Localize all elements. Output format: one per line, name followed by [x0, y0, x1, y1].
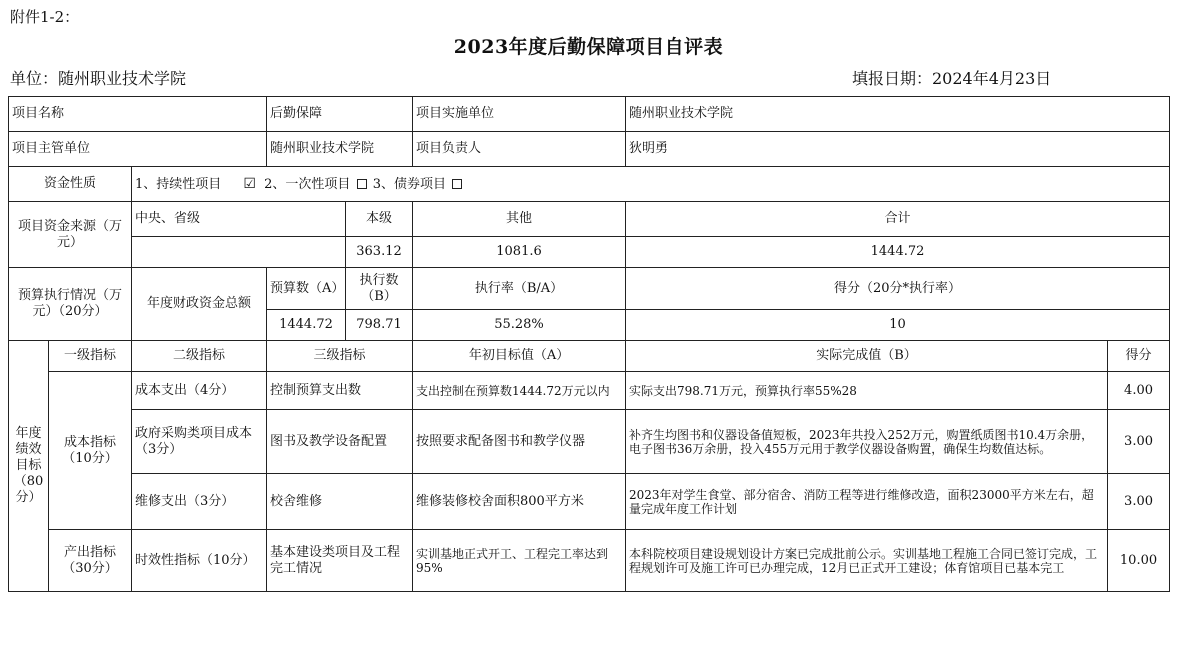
row-supervisor — [9, 132, 1170, 167]
level2-cell: 政府采购类项目成本（3分） — [132, 410, 267, 474]
leader-value: 狄明勇 — [626, 132, 1170, 167]
option-bond: 3、债券项目 — [372, 176, 446, 192]
score-cell: 3.00 — [1108, 410, 1170, 474]
budget-score-label: 得分（20分*执行率） — [626, 268, 1170, 310]
unit-label: 单位：随州职业技术学院 — [10, 69, 187, 88]
score-cell: 10.00 — [1108, 530, 1170, 592]
score-cell: 4.00 — [1108, 372, 1170, 410]
actual-cell: 实际支出798.71万元，预算执行率55%28 — [626, 372, 1108, 410]
leader-label: 项目负责人 — [413, 132, 626, 167]
target-cell: 按照要求配备图书和教学仪器 — [413, 410, 626, 474]
table-row — [9, 474, 1170, 530]
option-continuous: 1、持续性项目 — [135, 176, 222, 192]
target-cell: 维修装修校舍面积800平方米 — [413, 474, 626, 530]
checked-box-icon: ☑ — [243, 175, 256, 192]
score-cell: 3.00 — [1108, 474, 1170, 530]
impl-unit-label: 项目实施单位 — [413, 97, 626, 132]
other-value: 1081.6 — [413, 237, 626, 268]
local-value: 363.12 — [346, 237, 413, 268]
table-row — [9, 410, 1170, 474]
empty-box-icon — [452, 179, 462, 189]
level2-header: 二级指标 — [132, 341, 267, 372]
row-fund-source-values — [9, 237, 1170, 268]
actual-cell: 补齐生均图书和仪器设备值短板，2023年共投入252万元，购置纸质图书10.4万余册，电子图书36万余册，投入455万元用于教学仪器设备购置，确保生均数值达标。 — [626, 410, 1108, 474]
row-project-name — [9, 97, 1170, 132]
attachment-label: 附件1-2： — [10, 8, 80, 26]
fund-nature-label: 资金性质 — [9, 167, 132, 202]
level3-cell: 校舍维修 — [267, 474, 413, 530]
project-name-label: 项目名称 — [9, 97, 267, 132]
budget-value: 1444.72 — [267, 310, 346, 341]
rate-label: 执行率（B/A） — [413, 268, 626, 310]
budget-exec-label: 预算执行情况（万元）（20分） — [9, 268, 132, 341]
table-row — [9, 372, 1170, 410]
target-cell: 实训基地正式开工、工程完工率达到95% — [413, 530, 626, 592]
supervisor-label: 项目主管单位 — [9, 132, 267, 167]
page-title: 2023年度后勤保障项目自评表 — [453, 36, 724, 58]
fill-date: 填报日期：2024年4月23日 — [852, 69, 1052, 88]
level3-cell: 控制预算支出数 — [267, 372, 413, 410]
budget-label: 预算数（A） — [267, 268, 346, 310]
level3-cell: 基本建设类项目及工程完工情况 — [267, 530, 413, 592]
fund-nature-options — [132, 167, 1170, 202]
perf-label: 年度绩效目标（80分） — [9, 341, 49, 592]
actual-cell: 2023年对学生食堂、部分宿舍、消防工程等进行维修改造，面积23000平方米左右，超量完成年度工作计划 — [626, 474, 1108, 530]
empty-box-icon — [357, 179, 367, 189]
local-label: 本级 — [346, 202, 413, 237]
actual-header: 实际完成值（B） — [626, 341, 1108, 372]
exec-value: 798.71 — [346, 310, 413, 341]
score-header: 得分 — [1108, 341, 1170, 372]
budget-score-value: 10 — [626, 310, 1170, 341]
project-name-value: 后勤保障 — [267, 97, 413, 132]
level2-cell: 维修支出（3分） — [132, 474, 267, 530]
level2-cell: 成本支出（4分） — [132, 372, 267, 410]
central-label: 中央、省级 — [132, 202, 346, 237]
level3-cell: 图书及教学设备配置 — [267, 410, 413, 474]
level3-header: 三级指标 — [267, 341, 413, 372]
level2-cell: 时效性指标（10分） — [132, 530, 267, 592]
other-label: 其他 — [413, 202, 626, 237]
row-fund-nature — [9, 167, 1170, 202]
target-cell: 支出控制在预算数1444.72万元以内 — [413, 372, 626, 410]
supervisor-value: 随州职业技术学院 — [267, 132, 413, 167]
evaluation-table — [8, 96, 1170, 592]
row-budget-head — [9, 268, 1170, 310]
fund-source-label: 项目资金来源（万元） — [9, 202, 132, 268]
annual-fund-label: 年度财政资金总额 — [132, 268, 267, 341]
central-value — [132, 237, 346, 268]
row-perf-head — [9, 341, 1170, 372]
actual-cell: 本科院校项目建设规划设计方案已完成批前公示。实训基地工程施工合同已签订完成，工程规划许可及施工许可已办理完成，12月已正式开工建设；体育馆项目已基本完工 — [626, 530, 1108, 592]
total-value: 1444.72 — [626, 237, 1170, 268]
target-header: 年初目标值（A） — [413, 341, 626, 372]
level1-header: 一级指标 — [49, 341, 132, 372]
option-one-time: 2、一次性项目 — [264, 176, 351, 192]
row-fund-source-head — [9, 202, 1170, 237]
cost-indicator-label: 成本指标（10分） — [49, 372, 132, 530]
impl-unit-value: 随州职业技术学院 — [626, 97, 1170, 132]
table-row — [9, 530, 1170, 592]
exec-label: 执行数（B） — [346, 268, 413, 310]
rate-value: 55.28% — [413, 310, 626, 341]
output-indicator-label: 产出指标（30分） — [49, 530, 132, 592]
total-label: 合计 — [626, 202, 1170, 237]
